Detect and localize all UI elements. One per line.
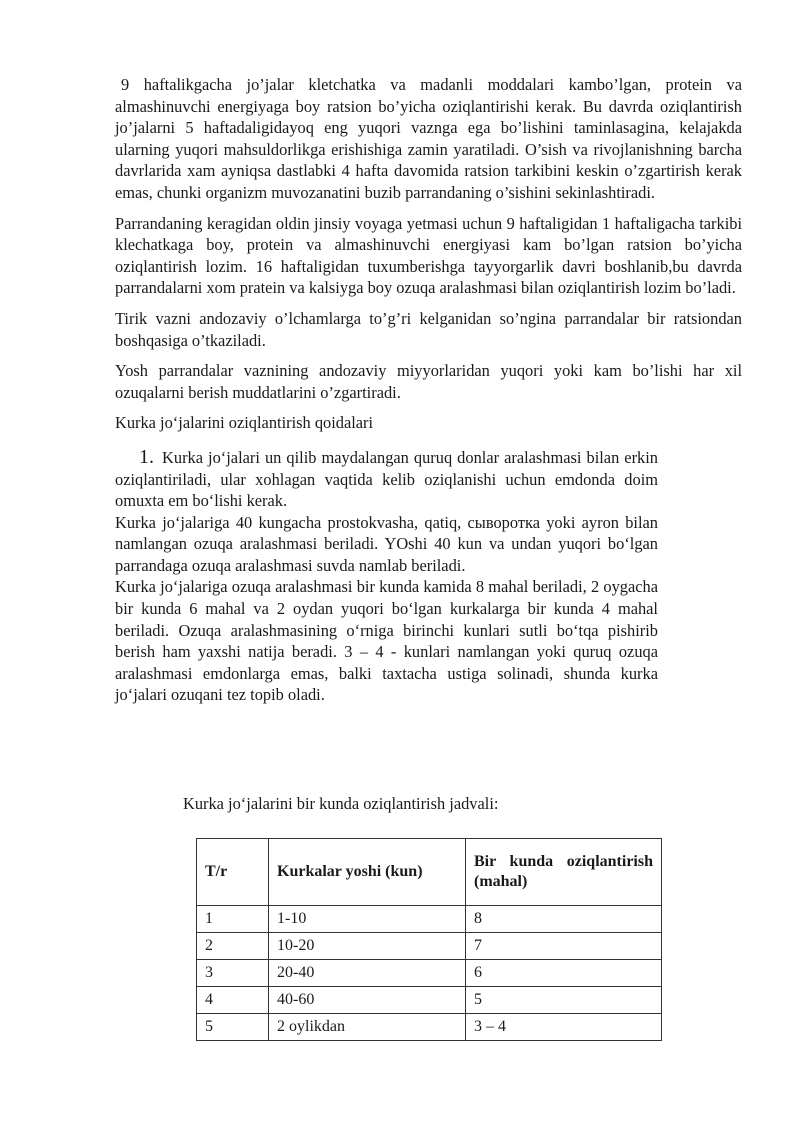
feeding-table (196, 838, 662, 1041)
table-cell: 3 – 4 (466, 1014, 662, 1041)
table-cell: 10-20 (269, 933, 466, 960)
table-row (197, 987, 662, 1014)
paragraph: 9 haftalikgacha jo’jalar kletchatka va madanli moddalari kambo’lgan, protein va almashinuvchi energiyaga boy ratsion bo’yicha oziqlantirishi kerak. Bu davrda oziqlantirish jo’jalarni 5 haftadaligidayoq eng yuqori vaznga ega bo’lishini taminlasagina, kelajakda ularning yuqori mahsuldorlikga erishishiga zamin yaratiladi. O’sish va rivojlanishning barcha davrlarida xam ayniqsa dastlabki 4 hafta davomida ratsion tarkibini keskin o’zgartirish kerak emas, chunki organizm muvozanatini buzib parrandaning o’sishini sekinlashtiradi. (115, 75, 742, 202)
table-cell: 4 (197, 987, 269, 1014)
paragraph: Parrandaning keragidan oldin jinsiy voyaga yetmasi uchun 9 haftaligidan 1 haftaligacha tarkibi klechatkaga boy, protein va almashinuvchi energiyasi kam bo’lgan ratsion bo’yicha oziqlantirish lozim. 16 haftaligidan tuxumberishga tayyorgarlik davri boshlanib,bu davrda parrandalarni xom pratein va kalsiyga boy ozuqa aralashmasi bilan oziqlantirish lozim bo’ladi. (115, 213, 742, 298)
list-item (115, 447, 658, 512)
paragraph: Kurka jo‘jalariga ozuqa aralashmasi bir kunda kamida 8 mahal beriladi, 2 oygacha bir kunda 6 mahal va 2 oydan yuqori bo‘lgan kurkalarga bir kunda 4 mahal beriladi. Ozuqa aralashmasining o‘rniga birinchi kunlari sutli bo‘tqa pishirib berish ham yaxshi natija beradi. 3 – 4 - kunlari namlangan yoki quruq ozuqa aralashmasi emdonlarga emas, balki taxtacha ustiga solinadi, shunda kurka jo‘jalari ozuqani tez topib oladi. (115, 577, 658, 705)
table-cell: 8 (466, 906, 662, 933)
section-heading: Kurka jo‘jalarini oziqlantirish qoidalari (115, 413, 374, 433)
feeding-rules-block (115, 447, 658, 706)
table-header-row (197, 839, 662, 906)
table-row (197, 960, 662, 987)
table-cell: 1-10 (269, 906, 466, 933)
table-cell: 5 (197, 1014, 269, 1041)
header-cell-number: T/r (197, 839, 269, 906)
document-body (115, 74, 742, 706)
table-row (197, 933, 662, 960)
table-cell: 20-40 (269, 960, 466, 987)
table-cell: 2 oylikdan (269, 1014, 466, 1041)
table-row (197, 1014, 662, 1041)
table-cell: 2 (197, 933, 269, 960)
table-cell: 1 (197, 906, 269, 933)
table-row (197, 906, 662, 933)
table-cell: 6 (466, 960, 662, 987)
list-item-number: 1. (139, 445, 154, 468)
paragraph: Yosh parrandalar vaznining andozaviy miyyorlaridan yuqori yoki kam bo’lishi har xil ozuqalarni berish muddatlarini o’zgartiradi. (115, 361, 742, 402)
table-cell: 7 (466, 933, 662, 960)
paragraph: Kurka jo‘jalariga 40 kungacha prostokvasha, qatiq, сыворотка yoki ayron bilan namlangan ozuqa aralashmasi beriladi. YOshi 40 kun va undan yuqori bo‘lgan parrandaga ozuqa aralashmasi suvda namlab beriladi. (115, 512, 658, 575)
table-caption: Kurka jo‘jalarini bir kunda oziqlantirish jadvali: (183, 794, 499, 813)
header-cell-feedings: Bir kunda oziqlantirish (mahal) (466, 839, 662, 906)
list-item-text: Kurka jo‘jalari un qilib maydalangan quruq donlar aralashmasi bilan erkin oziqlantiriladi, ular xohlagan vaqtida kelib oziqlanishi uchun emdonda doim omuxta em bo‘lishi kerak. (115, 447, 658, 511)
table-cell: 5 (466, 987, 662, 1014)
table-cell: 40-60 (269, 987, 466, 1014)
table-cell: 3 (197, 960, 269, 987)
header-cell-age: Kurkalar yoshi (kun) (269, 839, 466, 906)
paragraph: Tirik vazni andozaviy o’lchamlarga to’g’ri kelganidan so’ngina parrandalar bir ratsiondan boshqasiga o’tkaziladi. (115, 308, 742, 350)
